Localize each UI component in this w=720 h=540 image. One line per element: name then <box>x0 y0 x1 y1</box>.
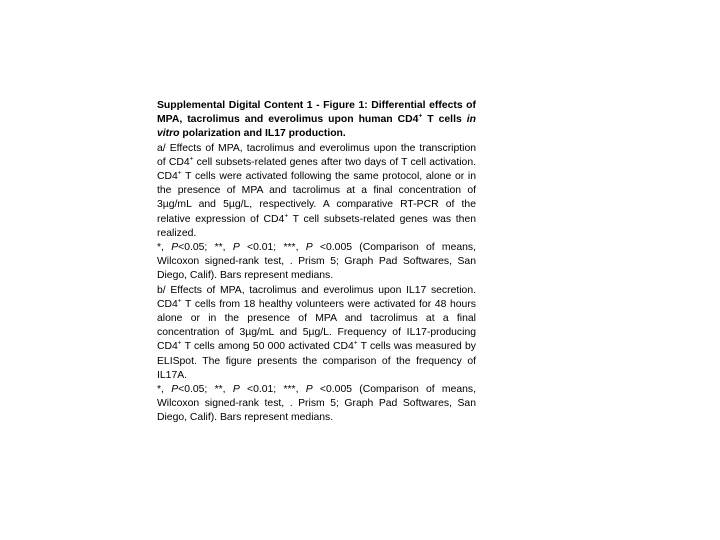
title-italic: in vitro <box>157 114 476 140</box>
title-text: Supplemental Digital Content 1 - Figure 1: Differential effects of MPA, tacrolimus and everolimus upon human CD4 <box>157 100 476 126</box>
superscript: + <box>284 212 289 220</box>
superscript: + <box>177 339 182 347</box>
superscript: + <box>177 169 182 177</box>
section-a-paragraph: a/ Effects of MPA, tacrolimus and everolimus upon the transcription of CD4+ cell subsets-related genes after two days of T cell activation. CD4+ T cells were activated following the same protocol, alone or in the presence of MPA and tacrolimus at a final concentration of 3µg/mL and 5µg/L, respectively. A comparative RT-PCR of the relative expression of CD4+ T cell subsets-related genes was then realized. <box>157 142 476 239</box>
section-b-paragraph: b/ Effects of MPA, tacrolimus and everolimus upon IL17 secretion. CD4+ T cells from 18 healthy volunteers were activated for 48 hours alone or in the presence of MPA and tacrolimus at a final concentration of 3µg/mL and 5µg/L. Frequency of IL17-producing CD4+ T cells among 50 000 activated CD4+ T cells was measured by ELISpot. The figure presents the comparison of the frequency of IL17A. <box>157 284 476 381</box>
section-b-stats: *, P<0.05; **, P <0.01; ***, P <0.005 (Comparison of means, Wilcoxon signed-rank test, . Prism 5; Graph Pad Softwares, San Diego, Calif). Bars represent medians. <box>157 384 476 424</box>
title-text: polarization and IL17 production. <box>179 128 346 140</box>
superscript: + <box>418 112 423 120</box>
superscript: + <box>189 155 194 163</box>
caption-title <box>157 99 476 142</box>
figure-caption <box>157 99 476 426</box>
section-a-stats: *, P<0.05; **, P <0.01; ***, P <0.005 (Comparison of means, Wilcoxon signed-rank test, . Prism 5; Graph Pad Softwares, San Diego, Calif). Bars represent medians. <box>157 242 476 282</box>
title-text: T cells <box>422 114 467 126</box>
superscript: + <box>353 339 358 347</box>
superscript: + <box>177 297 182 305</box>
